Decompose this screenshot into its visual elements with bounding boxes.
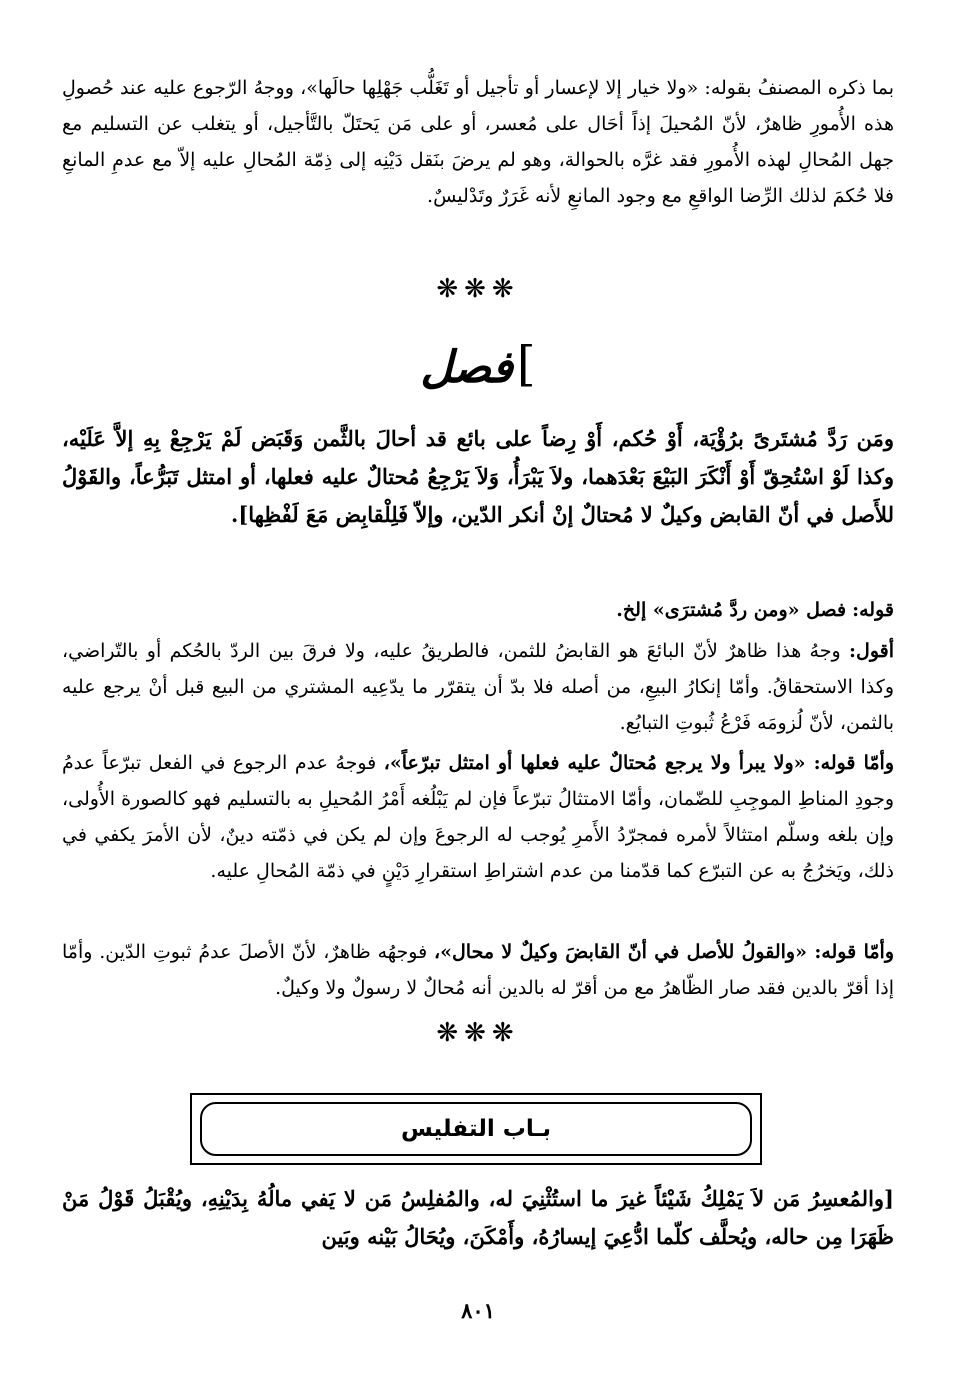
- commentary-quote: [62, 592, 894, 628]
- chapter-title-inner-frame: [200, 1102, 752, 1156]
- commentary-explanation-1: [62, 633, 894, 741]
- commentary-text: فوجهُ عدم الرجوع في الفعل تبرّعاً عدمُ وجودِ المناطِ الموجِبِ للضّمان، وأمّا الامتثالُ تبرّعاً فإن لم يَبْلُغه أَمْرُ المُحيلِ به بالتسليم فهو كالصورة الأُولى، وإن بلغه وسلّم امتثالاً لأمره فمجرّدُ الأَمرِ يُوجب له الرجوعَ وإن لم يكن في ذمّته دينٌ، لأن الأمرَ يكفي في ذلك، ويَخرُجُ به عن التبرّع كما قدّمنا من عدم اشتراطِ استقرارِ دَيْنٍ في ذمّة المُحالِ عليه.: [62, 752, 894, 882]
- commentary-text: فوجهُه ظاهرٌ، لأنّ الأصلَ عدمُ ثبوتِ الدّين. وأمّا إذا أقرّ بالدين فقد صار الظّاهرُ مع من أقرّ له بالدين أنه مُحالٌ لا رسولٌ ولا وكيلٌ.: [62, 941, 894, 999]
- commentary-explanation-2: [62, 745, 894, 889]
- commentary-lead: وأمّا قوله: «والقولُ للأصل في أنّ القابضَ وكيلٌ لا محال»،: [433, 941, 894, 963]
- section-separator-bottom: ❋❋❋: [436, 1018, 520, 1048]
- commentary-lead: وأمّا قوله: «ولا يبرأ ولا يرجع مُحتالٌ عليه فعلها أو امتثل تبرّعاً»،: [383, 752, 894, 774]
- commentary-lead: قوله:: [852, 599, 894, 621]
- page-number: ٨٠١: [461, 1298, 495, 1323]
- intro-paragraph: بما ذكره المصنفُ بقوله: «ولا خيار إلا لإعسار أو تأجيل أو تَغَلُّب جَهْلِها حالَها»، ووجهُ الرّجوع عليه عند حُصولِ هذه الأُمورِ ظاهرٌ، لأنّ المُحيلَ إذاً أحَال على مُعسر، أو على مَن يَحتَلّ بالتَّأجيل، أو يتغلب عن التسليم مع جهل المُحالِ لهذه الأُمورِ فقد غرَّه بالحوالة، وهو لم يرضَ بنَقل دَيْنِه إلى ذِمّة المُحالِ عليه إلاّ مع عدمِ المانعِ فلا حُكمَ لذلك الرِّضا الواقعِ مع وجود المانعِ لأنه غَرَرٌ وتَدْليسٌ.: [62, 77, 894, 207]
- section-heading-wrap: [0, 336, 956, 393]
- commentary-explanation-3: [62, 934, 894, 1006]
- chapter-title-frame: [190, 1093, 762, 1165]
- matn-paragraph-1: ومَن رَدَّ مُشتَرىً برُؤْيَة، أَوْ حُكم، أَوْ رِضاً على بائع قد أحالَ بالثَّمن وَقَبَض لَمْ يَرْجِعْ بِهِ إلاَّ عَلَيْه، وكذا لَوْ اسْتُحِقّ أَوْ أَنْكَرَ البَيْعَ بَعْدَهما، ولاَ يَبْرَأُ، وَلاَ يَرْجِعُ مُحتالٌ عليه فعلها، أو امتثل تَبَرُّعاً، والقَوْلُ للأَصل في أنّ القابض وكيلٌ لا مُحتالٌ إنْ أنكر الدّين، وإلاّ فَلِلْقابِض مَعَ لَفْظِها].: [62, 426, 895, 527]
- section-separator-top: ❋❋❋: [436, 274, 520, 304]
- section-heading-bracket: [: [516, 336, 536, 392]
- section-heading: فصل: [420, 342, 513, 393]
- matn-paragraph-2: [والمُعسِرُ مَن لاَ يَمْلِكُ شَيْئاً غيرَ ما استُثْنِيَ له، والمُفلِسُ مَن لا يَفي مالُهُ بِدَيْنِهِ، ويُقْبَلُ قَوْلُ مَنْ ظَهَرَا مِن حاله، ويُحلَّف كلّما ادُّعِيَ إيسارُهُ، وأَمْكَنَ، ويُحَالُ بَيْنه وبَين: [62, 1186, 894, 1249]
- commentary-lead: أقول:: [849, 640, 895, 662]
- commentary-text: وجهُ هذا ظاهرٌ لأنّ البائعَ هو القابضُ للثمن، فالطريقُ عليه، ولا فرقَ بين الردّ بالحُكم أو بالتّراضي، وكذا الاستحقاقُ. وأمّا إنكارُ البيعِ، من أصله فلا بدّ أن يتقرّر ما يدّعِيه المشتري من البيع قبل أنْ يرجع عليه بالثمن، لأنّ لُزومَه فَرْعُ ثُبوتِ التبايُع.: [62, 640, 894, 734]
- commentary-text: فصل «ومن ردَّ مُشترَى» إلخ.: [616, 599, 847, 621]
- chapter-title: بـاب التفليس: [401, 1116, 552, 1142]
